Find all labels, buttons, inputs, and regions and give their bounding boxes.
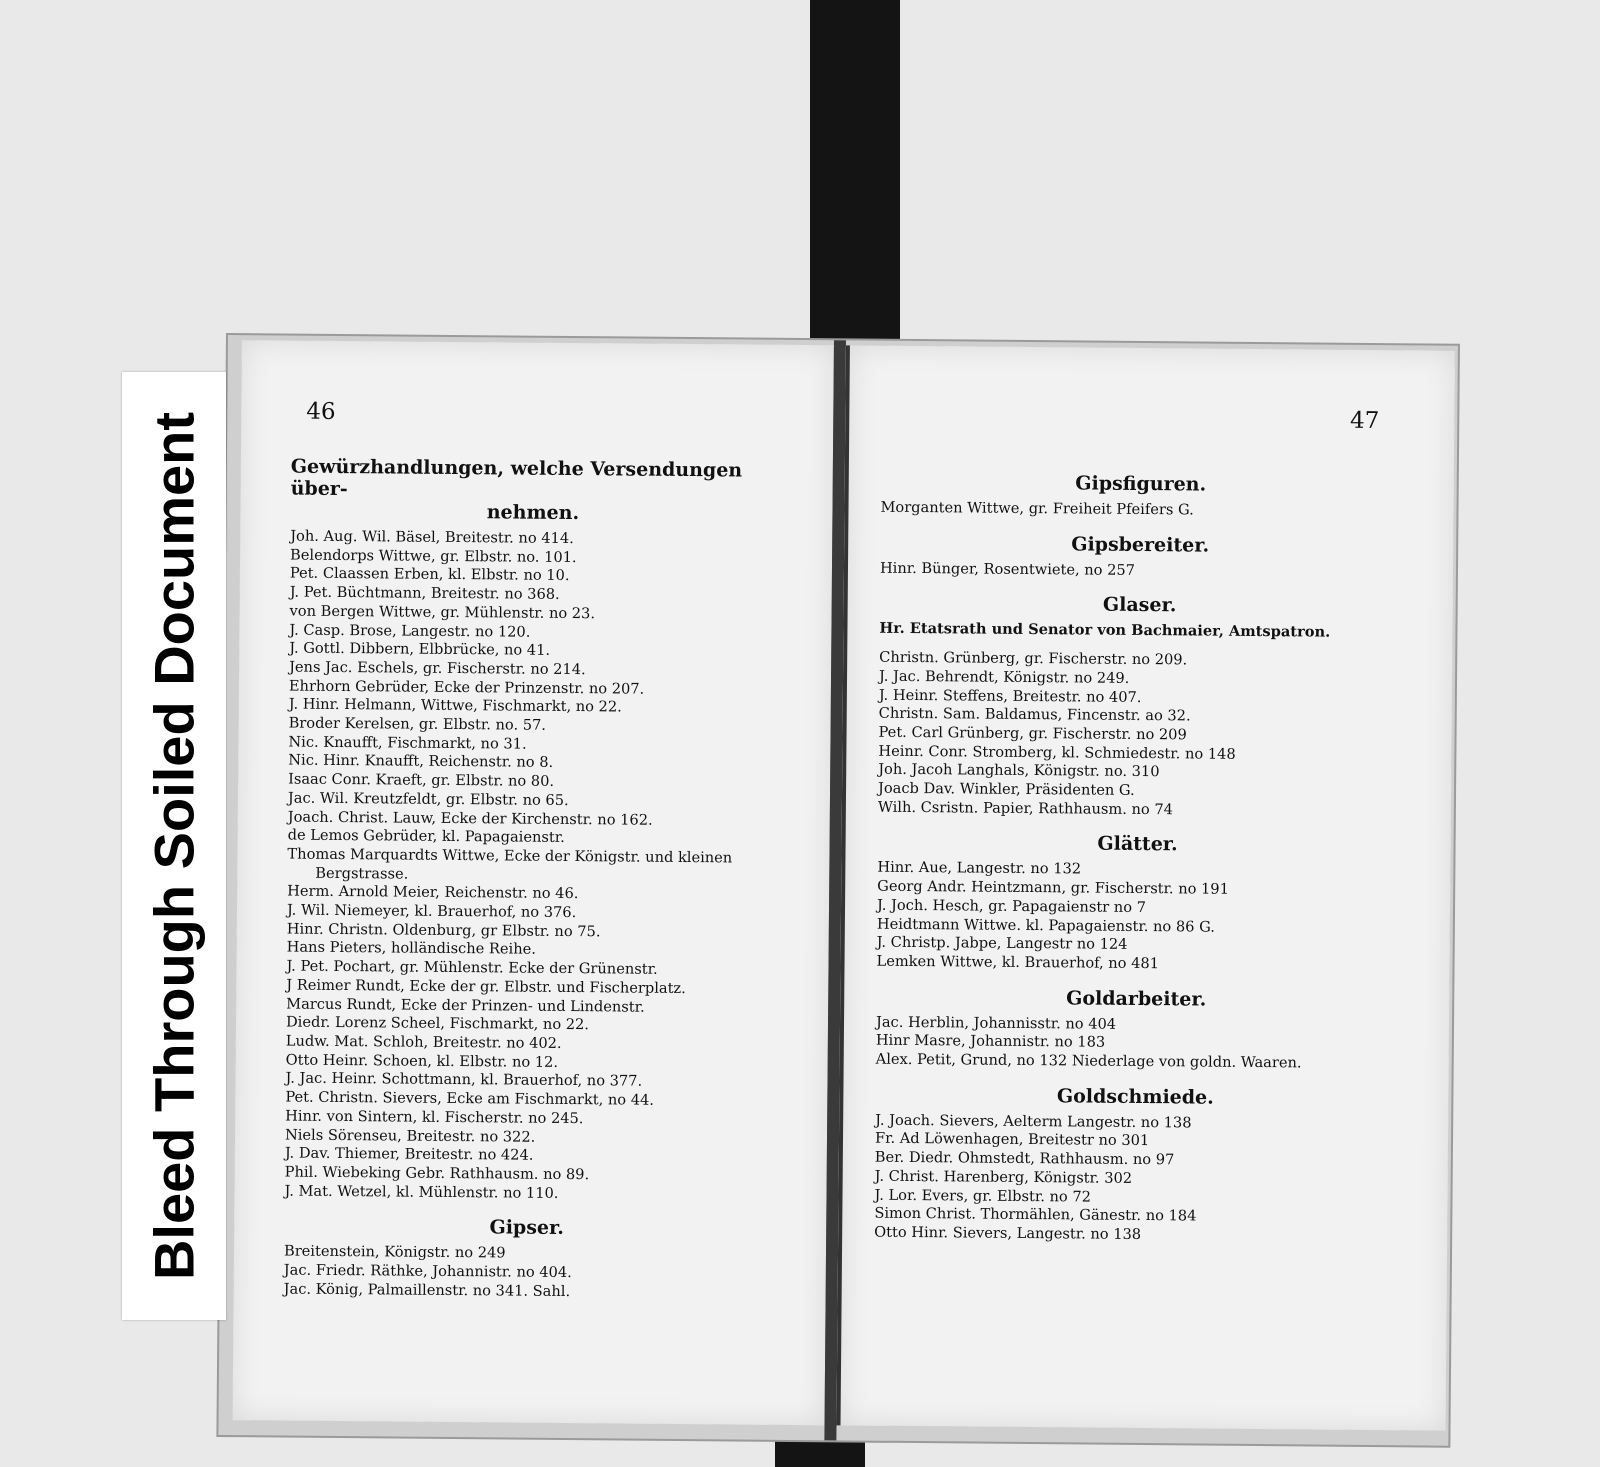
list-item: J Reimer Rundt, Ecke der gr. Elbstr. und Fischerplatz. xyxy=(286,976,686,997)
list-item: Otto Hinr. Sievers, Langestr. no 138 xyxy=(874,1223,1142,1243)
list-item: Jac. Herblin, Johannisstr. no 404 xyxy=(875,1013,1117,1033)
list-item: Hinr Masre, Johannistr. no 183 xyxy=(875,1032,1106,1052)
section-gipser xyxy=(284,1215,770,1303)
left-column xyxy=(283,456,775,1318)
list-item: Hinr. Bünger, Rosentwiete, no 257 xyxy=(879,559,1136,579)
list-item: J. Gottl. Dibbern, Elbbrücke, no 41. xyxy=(289,639,551,660)
heading-line-1: Gewürzhandlungen, welche Versendungen über- xyxy=(290,455,743,501)
condition-label-card xyxy=(122,372,226,1320)
left-page xyxy=(233,340,836,1425)
list-item: Morganten Wittwe, gr. Freiheit Pfeifers G. xyxy=(880,498,1194,519)
list-item: J. Wil. Niemeyer, kl. Brauerhof, no 376. xyxy=(286,901,577,922)
list-item: Joach. Christ. Lauw, Ecke der Kirchenstr. no 162. xyxy=(287,808,653,829)
list-item: Joh. Aug. Wil. Bäsel, Breitestr. no 414. xyxy=(290,527,574,548)
list-item: Marcus Rundt, Ecke der Prinzen- und Lindenstr. xyxy=(286,995,645,1016)
guild-patron: Hr. Etatsrath und Senator von Bachmaier, Amtspatron. xyxy=(879,620,1331,642)
binding-strap-top xyxy=(810,0,900,350)
list-item: Heinr. Conr. Stromberg, kl. Schmiedestr. no 148 xyxy=(878,742,1236,763)
list-item: J. Mat. Wetzel, kl. Mühlenstr. no 110. xyxy=(284,1182,559,1202)
list-item-continuation: Bergstrasse. xyxy=(315,864,409,883)
list-item: Hinr. von Sintern, kl. Fischerstr. no 245. xyxy=(285,1107,584,1127)
list-item: Wilh. Csristn. Papier, Rathhausm. no 74 xyxy=(877,798,1174,818)
list-item: Pet. Claassen Erben, kl. Elbstr. no 10. xyxy=(289,564,570,585)
list-item: Fr. Ad Löwenhagen, Breitestr no 301 xyxy=(874,1130,1150,1150)
list-item: Herm. Arnold Meier, Reichenstr. no 46. xyxy=(287,882,579,903)
list-item: J. Dav. Thiemer, Breitestr. no 424. xyxy=(284,1144,534,1164)
list-item: Niels Sörenseu, Breitestr. no 322. xyxy=(284,1126,536,1146)
list-item: Nic. Hinr. Knaufft, Reichenstr. no 8. xyxy=(288,751,554,772)
section-gipsbereiter xyxy=(880,531,1400,582)
list-item: Otto Heinr. Schoen, kl. Elbstr. no 12. xyxy=(285,1051,559,1071)
list-item: von Bergen Wittwe, gr. Mühlenstr. no 23. xyxy=(289,602,596,623)
section-heading: Goldarbeiter. xyxy=(1066,986,1207,1011)
condition-label: Bleed Through Soiled Document xyxy=(142,411,206,1281)
open-book xyxy=(218,335,1458,1446)
list-item: Thomas Marquardts Wittwe, Ecke der Königstr. und kleinen xyxy=(287,845,733,867)
section-heading: Glaser. xyxy=(1102,594,1177,617)
list-item: Hinr. Aue, Langestr. no 132 xyxy=(877,859,1082,878)
list-item: Lemken Wittwe, kl. Brauerhof, no 481 xyxy=(876,952,1160,973)
list-item: Heidtmann Wittwe. kl. Papagaienstr. no 86 G. xyxy=(876,915,1215,936)
section-heading xyxy=(290,456,776,526)
list-item: Phil. Wiebeking Gebr. Rathhausm. no 89. xyxy=(284,1163,590,1184)
list-item: Isaac Conr. Kraeft, gr. Elbstr. no 80. xyxy=(288,770,555,791)
list-item: Broder Kerelsen, gr. Elbstr. no. 57. xyxy=(288,714,547,734)
right-page xyxy=(837,345,1455,1430)
list-item: Joh. Jacoh Langhals, Königstr. no. 310 xyxy=(878,761,1160,781)
list-item: Ehrhorn Gebrüder, Ecke der Prinzenstr. no 207. xyxy=(288,677,645,698)
page-number-right: 47 xyxy=(1349,407,1380,435)
list-item: Joacb Dav. Winkler, Präsidenten G. xyxy=(877,779,1135,799)
list-item: Jac. Friedr. Räthke, Johannistr. no 404. xyxy=(283,1261,572,1282)
list-item: Simon Christ. Thormählen, Gänestr. no 184 xyxy=(874,1204,1197,1225)
list-item: Jac. Wil. Kreutzfeldt, gr. Elbstr. no 65. xyxy=(287,789,569,809)
section-heading: Gipsbereiter. xyxy=(1071,533,1210,557)
list-item: Hinr. Christn. Oldenburg, gr Elbstr. no 75. xyxy=(286,920,601,941)
list-item: Christn. Grünberg, gr. Fischerstr. no 209. xyxy=(879,648,1188,669)
list-item: J. Joach. Sievers, Aelterm Langestr. no 138 xyxy=(875,1111,1192,1132)
page-number-left: 46 xyxy=(306,398,336,425)
section-heading: Glätter. xyxy=(1097,833,1178,856)
list-item: Hans Pieters, holländische Reihe. xyxy=(286,939,536,959)
list-item: Nic. Knaufft, Fischmarkt, no 31. xyxy=(288,733,527,753)
list-item: Diedr. Lorenz Scheel, Fischmarkt, no 22. xyxy=(285,1013,590,1034)
list-item: J. Casp. Brose, Langestr. no 120. xyxy=(289,621,531,641)
list-item: J. Jac. Heinr. Schottmann, kl. Brauerhof, no 377. xyxy=(285,1069,643,1091)
list-item: Breitenstein, Königstr. no 249 xyxy=(283,1242,506,1262)
section-glaser xyxy=(878,592,1400,822)
list-item: J. Lor. Evers, gr. Elbstr. no 72 xyxy=(874,1186,1092,1206)
list-item: J. Pet. Pochart, gr. Mühlenstr. Ecke der Grünenstr. xyxy=(286,957,658,978)
section-glaetter xyxy=(876,831,1397,976)
list-item: Belendorps Wittwe, gr. Elbstr. no. 101. xyxy=(290,546,577,566)
section-heading: Gipsfiguren. xyxy=(1075,472,1207,496)
section-goldschmiede xyxy=(874,1083,1395,1246)
list-item: Christn. Sam. Baldamus, Fincenstr. ao 32. xyxy=(878,704,1191,725)
section-gewuerzhandlungen xyxy=(284,456,775,1206)
section-heading: Goldschmiede. xyxy=(1056,1085,1214,1109)
list-item: Ber. Diedr. Ohmstedt, Rathhausm. no 97 xyxy=(874,1148,1175,1169)
list-item: Ludw. Mat. Schloh, Breitestr. no 402. xyxy=(285,1032,562,1052)
list-item: Jens Jac. Eschels, gr. Fischerstr. no 214. xyxy=(289,658,586,679)
heading-line-2: nehmen. xyxy=(486,501,580,525)
list-item: J. Christp. Jabpe, Langestr no 124 xyxy=(876,933,1128,954)
list-item: J. Heinr. Steffens, Breitestr. no 407. xyxy=(878,686,1142,706)
section-gipsfiguren xyxy=(880,471,1400,522)
list-item: J. Joch. Hesch, gr. Papagaienstr no 7 xyxy=(876,896,1147,916)
list-item: Alex. Petit, Grund, no 132 Niederlage von goldn. Waaren. xyxy=(875,1050,1302,1072)
list-item: Georg Andr. Heintzmann, gr. Fischerstr. no 191 xyxy=(877,877,1229,898)
list-item: Pet. Carl Grünberg, gr. Fischerstr. no 209 xyxy=(878,723,1187,744)
list-item: J. Pet. Büchtmann, Breitestr. no 368. xyxy=(289,583,560,604)
list-item: de Lemos Gebrüder, kl. Papagaienstr. xyxy=(287,826,565,847)
list-item: Jac. König, Palmaillenstr. no 341. Sahl. xyxy=(283,1280,571,1300)
list-item: J. Hinr. Helmann, Wittwe, Fischmarkt, no 22. xyxy=(288,695,622,716)
right-column xyxy=(874,461,1401,1261)
list-item: Pet. Christn. Sievers, Ecke am Fischmarkt, no 44. xyxy=(285,1088,655,1109)
list-item: J. Christ. Harenberg, Königstr. 302 xyxy=(874,1167,1133,1187)
section-heading: Gipser. xyxy=(489,1216,565,1240)
section-goldarbeiter xyxy=(876,985,1397,1074)
list-item: J. Jac. Behrendt, Königstr. no 249. xyxy=(878,667,1130,687)
